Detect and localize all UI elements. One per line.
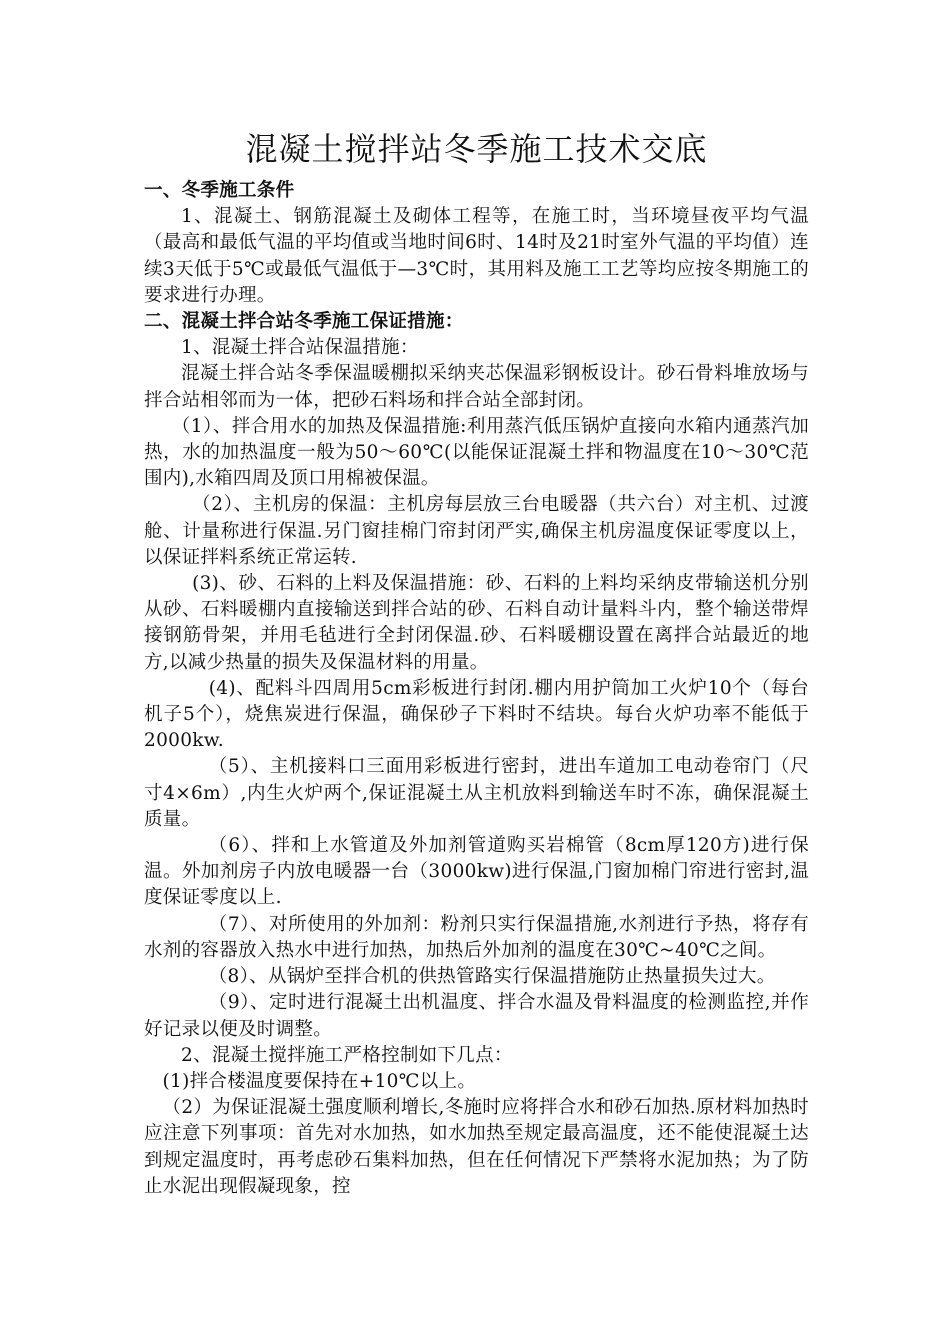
document-page bbox=[144, 122, 809, 1200]
list-item-batching-hopper: (4)、配料斗四周用5cm彩板进行封闭.棚内用护筒加工火炉10个（每台机子5个），烧焦炭进行保温，确保砂子下料时不结块。每台火炉功率不能低于2000kw. bbox=[144, 677, 809, 752]
list-item-discharge-opening: （5）、主机接料口三面用彩板进行密封，进出车道加工电动卷帘门（尺寸4×6m）,内生火炉两个,保证混凝土从主机放料到输送车时不冻，确保混凝土质量。 bbox=[144, 756, 809, 830]
subheading-insulation-measures: 1、混凝土拌合站保温措施： bbox=[181, 337, 419, 359]
paragraph-winter-conditions: 1、混凝土、钢筋混凝土及砌体工程等，在施工时，当环境昼夜平均气温（最高和最低气温的平均值或当地时间6时、14时及21时室外气温的平均值）连续3天低于5℃或最低气温低于—3℃时，其用料及施工工艺等均应按冬期施工的要求进行办理。 bbox=[144, 206, 809, 306]
list-item-main-building: （2）、主机房的保温：主机房每层放三台电暖器（共六台）对主机、过渡舱、计量称进行保温.另门窗挂棉门帘封闭严实,确保主机房温度保证零度以上，以保证拌料系统正常运转. bbox=[144, 494, 809, 568]
list-item-pipelines: （6）、拌和上水管道及外加剂管道购买岩棉管（8cm厚120方)进行保温。外加剂房子内放电暖器一台（3000kw)进行保温,门窗加棉门帘进行密封,温度保证零度以上. bbox=[144, 835, 809, 909]
subheading-mixing-control: 2、混凝土搅拌施工严格控制如下几点： bbox=[181, 1044, 513, 1066]
list-item-plant-temperature: (1)拌合楼温度要保持在+10℃以上。 bbox=[162, 1070, 477, 1092]
list-item-admixtures: （7）、对所使用的外加剂：粉剂只实行保温措施,水剂进行予热，将存有水剂的容器放入热水中进行加热，加热后外加剂的温度在30℃~40℃之间。 bbox=[144, 913, 809, 961]
list-item-temperature-monitoring: （9）、定时进行混凝土出机温度、拌合水温及骨料温度的检测监控,并作好记录以便及时调整。 bbox=[144, 992, 809, 1040]
section-heading-winter-conditions: 一、冬季施工条件 bbox=[144, 180, 295, 201]
paragraph-greenhouse-design: 混凝土拌合站冬季保温暖棚拟采纳夹芯保温彩钢板设计。砂石骨料堆放场与拌合站相邻而为一体，把砂石料场和拌合站全部封闭。 bbox=[144, 363, 809, 411]
list-item-water-heating: （1）、拌合用水的加热及保温措施:利用蒸汽低压锅炉直接向水箱内通蒸汽加热，水的加热温度一般为50～60℃(以能保证混凝土拌和物温度在10～30℃范围内),水箱四周及顶口用棉被保温。 bbox=[144, 415, 809, 490]
section-heading-mixing-station-measures: 二、混凝土拌合站冬季施工保证措施： bbox=[144, 311, 464, 333]
list-item-material-heating: （2）为保证混凝土强度顺利增长,冬施时应将拌合水和砂石加热.原材料加热时应注意下列事项：首先对水加热，如水加热至规定最高温度，还不能使混凝土达到规定温度时，再考虑砂石集料加热，但在任何情况下严禁将水泥加热；为了防止水泥出现假凝现象，控 bbox=[144, 1097, 809, 1197]
document-title: 混凝土搅拌站冬季施工技术交底 bbox=[245, 130, 708, 168]
list-item-heating-pipes: （8）、从锅炉至拌合机的供热管路实行保温措施防止热量损失过大。 bbox=[208, 966, 776, 988]
list-item-aggregate-feeding: (3)、砂、石料的上料及保温措施：砂、石料的上料均采纳皮带输送机分别从砂、石料暖棚内直接输送到拌合站的砂、石料自动计量料斗内，整个输送带焊接钢筋骨架，并用毛毡进行全封闭保温.砂、石料暖棚设置在离拌合站最近的地方,以减少热量的损失及保温材料的用量。 bbox=[144, 573, 809, 673]
